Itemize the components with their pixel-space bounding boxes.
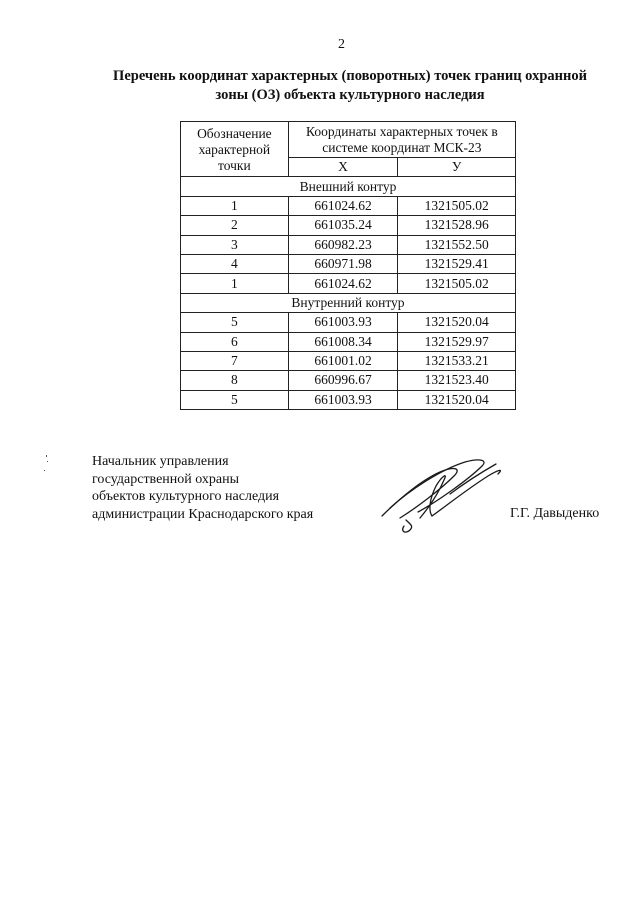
- section-outer-contour: Внешний контур: [181, 177, 516, 196]
- point-cell: 5: [181, 390, 289, 409]
- signatory-position: [92, 453, 313, 523]
- y-cell: 1321552.50: [398, 235, 516, 254]
- signer-name: Г.Г. Давыденко: [510, 506, 600, 521]
- header-coordinates: Координаты характерных точек в системе координат МСК-23: [288, 122, 515, 158]
- y-cell: 1321520.04: [398, 390, 516, 409]
- y-cell: 1321533.21: [398, 351, 516, 370]
- y-cell: 1321523.40: [398, 371, 516, 390]
- page-number: 2: [338, 37, 345, 52]
- table-row: [181, 196, 516, 215]
- x-cell: 661001.02: [288, 351, 398, 370]
- section-inner-contour: Внутренний контур: [181, 293, 516, 312]
- table-row: [181, 254, 516, 273]
- table-row: [181, 390, 516, 409]
- point-cell: 1: [181, 274, 289, 293]
- table-row: [181, 274, 516, 293]
- point-cell: 6: [181, 332, 289, 351]
- handwritten-signature: [370, 450, 510, 540]
- signatory-line: государственной охраны: [92, 471, 240, 487]
- x-cell: 661008.34: [288, 332, 398, 351]
- table-row: [181, 371, 516, 390]
- x-cell: 660996.67: [288, 371, 398, 390]
- y-cell: 1321520.04: [398, 313, 516, 332]
- signatory-line: администрации Краснодарского края: [92, 506, 314, 522]
- x-cell: 661024.62: [288, 196, 398, 215]
- y-cell: 1321529.41: [398, 254, 516, 273]
- header-x: Х: [288, 158, 398, 177]
- x-cell: 661024.62: [288, 274, 398, 293]
- point-cell: 2: [181, 216, 289, 235]
- scan-speck: [46, 455, 47, 457]
- table-row: [181, 351, 516, 370]
- point-cell: 3: [181, 235, 289, 254]
- x-cell: 661003.93: [288, 313, 398, 332]
- x-cell: 661035.24: [288, 216, 398, 235]
- signatory-line: Начальник управления: [92, 454, 229, 469]
- document-title: Перечень координат характерных (поворотных) точек границ охранной зоны (ОЗ) объекта культурного наследия: [113, 68, 587, 103]
- y-cell: 1321528.96: [398, 216, 516, 235]
- y-cell: 1321505.02: [398, 274, 516, 293]
- header-point-designation: Обозначение характерной точки: [181, 122, 289, 177]
- x-cell: 661003.93: [288, 390, 398, 409]
- y-cell: 1321529.97: [398, 332, 516, 351]
- y-cell: 1321505.02: [398, 196, 516, 215]
- table-row: [181, 216, 516, 235]
- scan-speck: [47, 461, 48, 462]
- scan-speck: [44, 470, 45, 471]
- x-cell: 660971.98: [288, 254, 398, 273]
- coordinates-table: [180, 121, 516, 410]
- point-cell: 1: [181, 196, 289, 215]
- point-cell: 7: [181, 351, 289, 370]
- table-row: [181, 313, 516, 332]
- point-cell: 4: [181, 254, 289, 273]
- signatory-line: объектов культурного наследия: [92, 489, 280, 504]
- point-cell: 8: [181, 371, 289, 390]
- x-cell: 660982.23: [288, 235, 398, 254]
- table-row: [181, 235, 516, 254]
- point-cell: 5: [181, 313, 289, 332]
- table-row: [181, 332, 516, 351]
- header-y: У: [398, 158, 516, 177]
